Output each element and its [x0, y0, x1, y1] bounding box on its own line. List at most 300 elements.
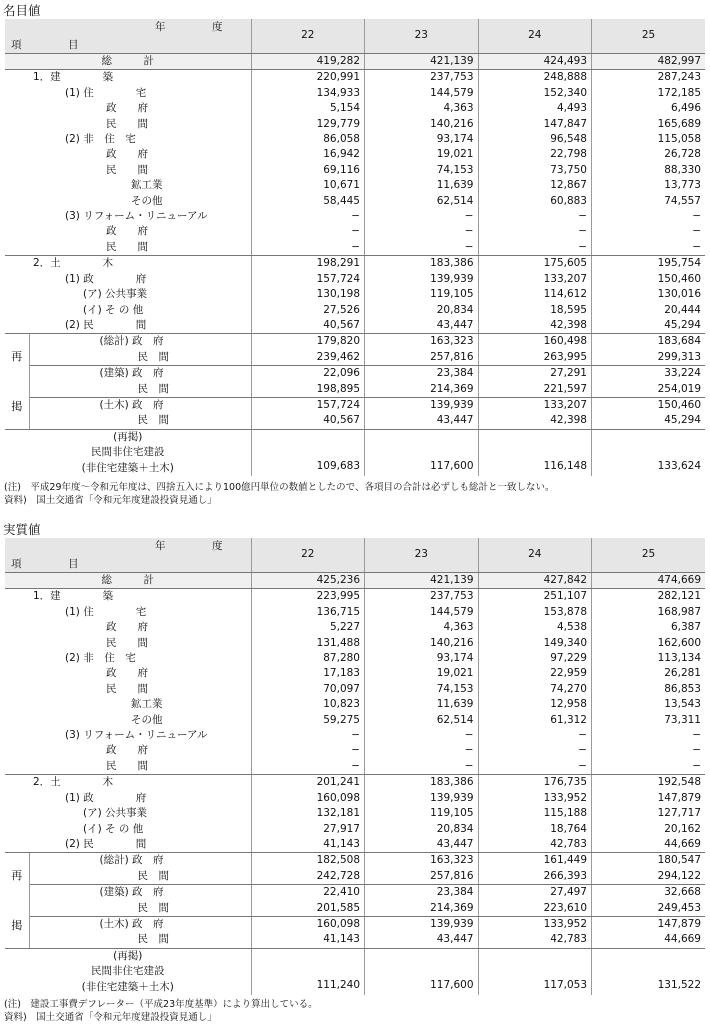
row-value: 6,496 — [592, 101, 706, 116]
table-row — [5, 697, 705, 712]
row-value: 5,227 — [251, 620, 365, 635]
row-value: 4,538 — [478, 620, 592, 635]
row-value: 144,579 — [365, 605, 479, 620]
saikei-label-cell — [29, 916, 251, 932]
row-value: 162,600 — [592, 636, 706, 651]
row-value: 96,548 — [478, 132, 592, 147]
row-label-cell — [5, 759, 251, 775]
row-value: − — [478, 224, 592, 239]
table-row — [5, 224, 705, 239]
row-label: 民 間 — [106, 759, 148, 772]
year-column-header: 22 — [251, 538, 365, 573]
nominal-source-note: 資料) 国土交通省「令和元年度建設投資見通し」 — [4, 495, 217, 506]
table-row — [5, 666, 705, 681]
saikei-value: 223,610 — [478, 901, 592, 917]
saikei-label-cell — [29, 901, 251, 917]
row-value: 18,595 — [478, 303, 592, 318]
saikei-row — [5, 869, 705, 885]
table-row — [5, 86, 705, 101]
row-value: 282,121 — [592, 589, 706, 605]
saikei-value: 214,369 — [365, 382, 479, 398]
table-row — [5, 775, 705, 791]
nonres-row — [5, 429, 705, 476]
saikei-value: 257,816 — [365, 869, 479, 885]
row-label: 1．建 築 — [33, 71, 114, 84]
row-value: 175,605 — [478, 256, 592, 272]
saikei-value: 183,684 — [592, 334, 706, 350]
nonres-value: 117,600 — [365, 429, 479, 476]
row-value: − — [251, 728, 365, 743]
row-value: 6,387 — [592, 620, 706, 635]
saikei-row-label: (土木) 政 府 — [99, 398, 164, 411]
row-value: − — [478, 728, 592, 743]
saikei-row-label: 民 間 — [137, 350, 169, 363]
row-value: 20,444 — [592, 303, 706, 318]
row-label: 政 府 — [106, 225, 148, 238]
real-note-1: (注) 建設工事費デフレーター（平成23年度基準）により算出している。 — [4, 999, 318, 1010]
row-label-cell — [5, 240, 251, 256]
row-value: 237,753 — [365, 589, 479, 605]
row-label: 鉱工業 — [131, 179, 163, 192]
row-value: 201,241 — [251, 775, 365, 791]
row-label: (1) 住 宅 — [65, 86, 147, 99]
row-label-cell — [5, 713, 251, 728]
row-value: 237,753 — [365, 70, 479, 86]
saikei-label-cell — [29, 869, 251, 885]
table-row — [5, 806, 705, 821]
saikei-value: 198,895 — [251, 382, 365, 398]
row-value: 40,567 — [251, 318, 365, 334]
saikei-row-label: (総計) 政 府 — [99, 335, 164, 348]
row-label: 政 府 — [106, 744, 148, 757]
saikei-value: 182,508 — [251, 853, 365, 869]
row-label-cell — [5, 682, 251, 697]
nonres-label-cell — [5, 429, 251, 476]
saikei-value: 23,384 — [365, 885, 479, 901]
row-value: 74,270 — [478, 682, 592, 697]
saikei-label-cell — [29, 350, 251, 366]
row-value: − — [365, 743, 479, 758]
row-value: 93,174 — [365, 132, 479, 147]
row-value: 130,198 — [251, 287, 365, 302]
row-value: − — [592, 224, 706, 239]
saikei-value: 163,323 — [365, 334, 479, 350]
row-value: 12,958 — [478, 697, 592, 712]
row-value: − — [478, 759, 592, 775]
nominal-note-1: (注) 平成29年度～令和元年度は、四捨五入により100億円単位の数値としたので、各項目の合計は必ずしも総計と一致しない。 — [4, 482, 555, 493]
row-value: 132,181 — [251, 806, 365, 821]
row-value: 73,750 — [478, 163, 592, 178]
row-label: 2．土 木 — [33, 257, 114, 270]
item-header-label: 項 目 — [11, 558, 97, 570]
nonres-label-line1: (再掲) — [113, 430, 143, 443]
table-row — [5, 713, 705, 728]
row-value: 160,098 — [251, 791, 365, 806]
row-value: 43,447 — [365, 837, 479, 853]
total-value: 421,139 — [365, 54, 479, 70]
saikei-row — [5, 901, 705, 917]
nominal-title: 名目値 — [3, 3, 41, 18]
table-row — [5, 605, 705, 620]
saikei-row — [5, 916, 705, 932]
row-label: 民 間 — [106, 636, 148, 649]
saikei-row-label: 民 間 — [137, 933, 169, 946]
saikei-label-cell — [29, 853, 251, 869]
row-value: 198,291 — [251, 256, 365, 272]
year-column-header: 22 — [251, 19, 365, 54]
row-label-cell — [5, 636, 251, 651]
table-row — [5, 178, 705, 193]
row-value: 149,340 — [478, 636, 592, 651]
saikei-value: 157,724 — [251, 397, 365, 413]
real-table — [5, 538, 705, 995]
row-label: 政 府 — [106, 621, 148, 634]
nonres-label-line2: 民間非住宅建設 — [91, 965, 165, 978]
row-label: 民 間 — [106, 117, 148, 130]
header-label-cell — [5, 19, 251, 54]
row-label-cell — [5, 728, 251, 743]
row-label-cell — [5, 303, 251, 318]
saikei-label-cell — [29, 932, 251, 948]
row-label-cell — [5, 589, 251, 605]
row-value: 4,363 — [365, 620, 479, 635]
saikei-value: 294,122 — [592, 869, 706, 885]
saikei-side-top: 再 — [11, 869, 23, 883]
saikei-value: 257,816 — [365, 350, 479, 366]
row-label-cell — [5, 117, 251, 132]
row-value: 140,216 — [365, 636, 479, 651]
saikei-row — [5, 350, 705, 366]
table-row — [5, 822, 705, 837]
nonres-label-line3: (非住宅建築＋土木) — [81, 461, 174, 474]
saikei-value: 42,783 — [478, 932, 592, 948]
row-value: 20,834 — [365, 822, 479, 837]
row-value: 11,639 — [365, 697, 479, 712]
saikei-row — [5, 413, 705, 429]
saikei-label-cell — [29, 382, 251, 398]
saikei-row — [5, 853, 705, 869]
row-label-cell — [5, 224, 251, 239]
row-value: 133,207 — [478, 272, 592, 287]
table-row — [5, 194, 705, 209]
row-label: (イ) そ の 他 — [83, 822, 144, 835]
row-value: − — [365, 209, 479, 224]
nonres-label-line1: (再掲) — [113, 949, 143, 962]
row-label: (2) 非 住 宅 — [65, 652, 136, 665]
row-value: 4,363 — [365, 101, 479, 116]
row-value: 4,493 — [478, 101, 592, 116]
row-value: 183,386 — [365, 256, 479, 272]
row-value: 13,543 — [592, 697, 706, 712]
row-label: (イ) そ の 他 — [83, 303, 144, 316]
total-value: 482,997 — [592, 54, 706, 70]
nonres-value: 133,624 — [592, 429, 706, 476]
row-value: 10,671 — [251, 178, 365, 193]
row-value: 27,526 — [251, 303, 365, 318]
saikei-value: 40,567 — [251, 413, 365, 429]
table-row — [5, 651, 705, 666]
nominal-table — [5, 19, 705, 476]
row-value: − — [478, 240, 592, 256]
row-label-cell — [5, 605, 251, 620]
row-value: 153,878 — [478, 605, 592, 620]
saikei-value: 180,547 — [592, 853, 706, 869]
row-value: 74,557 — [592, 194, 706, 209]
saikei-value: 201,585 — [251, 901, 365, 917]
row-value: 136,715 — [251, 605, 365, 620]
row-label: 1．建 築 — [33, 590, 114, 603]
row-value: 59,275 — [251, 713, 365, 728]
total-label: 総 計 — [5, 54, 251, 70]
row-value: 62,514 — [365, 713, 479, 728]
year-header-label: 年 度 — [155, 21, 241, 33]
saikei-value: 299,313 — [592, 350, 706, 366]
saikei-label-cell — [29, 397, 251, 413]
year-column-header: 24 — [478, 19, 592, 54]
row-value: 251,107 — [478, 589, 592, 605]
header-label-cell — [5, 538, 251, 573]
row-value: − — [592, 728, 706, 743]
row-label-cell — [5, 666, 251, 681]
saikei-value: 249,453 — [592, 901, 706, 917]
row-label: 政 府 — [106, 148, 148, 161]
row-value: 157,724 — [251, 272, 365, 287]
row-value: 119,105 — [365, 806, 479, 821]
row-label: 2．土 木 — [33, 776, 114, 789]
row-value: 61,312 — [478, 713, 592, 728]
row-value: 140,216 — [365, 117, 479, 132]
row-value: 13,773 — [592, 178, 706, 193]
saikei-row-label: (土木) 政 府 — [99, 917, 164, 930]
saikei-value: 33,224 — [592, 366, 706, 382]
row-label: (2) 非 住 宅 — [65, 133, 136, 146]
row-value: − — [592, 209, 706, 224]
row-value: 86,058 — [251, 132, 365, 147]
row-value: 152,340 — [478, 86, 592, 101]
row-value: 17,183 — [251, 666, 365, 681]
total-row — [5, 54, 705, 70]
row-label-cell — [5, 775, 251, 791]
row-label: その他 — [131, 713, 163, 726]
year-column-header: 23 — [365, 19, 479, 54]
saikei-row — [5, 932, 705, 948]
row-label: (3) リフォーム・リニューアル — [65, 210, 208, 223]
saikei-value: 160,098 — [251, 916, 365, 932]
table-row — [5, 70, 705, 86]
row-value: 22,959 — [478, 666, 592, 681]
row-label-cell — [5, 837, 251, 853]
saikei-side-bottom: 掲 — [11, 399, 23, 413]
row-label-cell — [5, 697, 251, 712]
row-value: 93,174 — [365, 651, 479, 666]
row-value: 26,728 — [592, 147, 706, 162]
year-column-header: 25 — [592, 538, 706, 573]
row-value: 130,016 — [592, 287, 706, 302]
row-label-cell — [5, 791, 251, 806]
saikei-row — [5, 366, 705, 382]
saikei-value: 32,668 — [592, 885, 706, 901]
row-value: 223,995 — [251, 589, 365, 605]
row-value: − — [251, 209, 365, 224]
row-value: 20,162 — [592, 822, 706, 837]
total-value: 424,493 — [478, 54, 592, 70]
table-row — [5, 728, 705, 743]
table-row — [5, 117, 705, 132]
row-label-cell — [5, 147, 251, 162]
row-label-cell — [5, 256, 251, 272]
row-value: 147,847 — [478, 117, 592, 132]
row-label: その他 — [131, 194, 163, 207]
saikei-side-label — [5, 853, 29, 948]
total-value: 425,236 — [251, 573, 365, 589]
row-value: 287,243 — [592, 70, 706, 86]
row-value: 183,386 — [365, 775, 479, 791]
row-label: 民 間 — [106, 163, 148, 176]
row-value: 113,134 — [592, 651, 706, 666]
table-row — [5, 837, 705, 853]
row-value: 20,834 — [365, 303, 479, 318]
year-column-header: 25 — [592, 19, 706, 54]
total-value: 421,139 — [365, 573, 479, 589]
row-label-cell — [5, 743, 251, 758]
saikei-value: 22,410 — [251, 885, 365, 901]
saikei-value: 242,728 — [251, 869, 365, 885]
nonres-row — [5, 948, 705, 995]
row-value: 86,853 — [592, 682, 706, 697]
row-value: 10,823 — [251, 697, 365, 712]
saikei-value: 163,323 — [365, 853, 479, 869]
row-value: 27,917 — [251, 822, 365, 837]
row-value: 172,185 — [592, 86, 706, 101]
item-header-label: 項 目 — [11, 39, 97, 51]
saikei-row — [5, 885, 705, 901]
row-label: 鉱工業 — [131, 698, 163, 711]
row-label-cell — [5, 209, 251, 224]
row-label: (1) 住 宅 — [65, 605, 147, 618]
row-value: 115,058 — [592, 132, 706, 147]
row-value: 165,689 — [592, 117, 706, 132]
saikei-value: 161,449 — [478, 853, 592, 869]
row-label: (ア) 公共事業 — [83, 807, 148, 820]
saikei-value: 266,393 — [478, 869, 592, 885]
row-value: 176,735 — [478, 775, 592, 791]
saikei-row-label: (建築) 政 府 — [99, 367, 164, 380]
row-value: − — [592, 759, 706, 775]
row-label-cell — [5, 70, 251, 86]
row-label-cell — [5, 178, 251, 193]
table-row — [5, 620, 705, 635]
row-value: − — [478, 209, 592, 224]
saikei-value: 179,820 — [251, 334, 365, 350]
table-row — [5, 287, 705, 302]
saikei-label-cell — [29, 885, 251, 901]
row-value: 12,867 — [478, 178, 592, 193]
row-value: − — [592, 743, 706, 758]
row-value: 195,754 — [592, 256, 706, 272]
row-value: 74,153 — [365, 682, 479, 697]
saikei-value: 150,460 — [592, 397, 706, 413]
saikei-value: 27,291 — [478, 366, 592, 382]
row-value: 42,783 — [478, 837, 592, 853]
saikei-value: 147,879 — [592, 916, 706, 932]
real-title: 実質値 — [3, 522, 41, 537]
row-value: 220,991 — [251, 70, 365, 86]
row-value: 42,398 — [478, 318, 592, 334]
saikei-value: 139,939 — [365, 916, 479, 932]
total-value: 419,282 — [251, 54, 365, 70]
saikei-row-label: 民 間 — [137, 869, 169, 882]
saikei-value: 23,384 — [365, 366, 479, 382]
saikei-value: 221,597 — [478, 382, 592, 398]
table-row — [5, 272, 705, 287]
table-row — [5, 163, 705, 178]
table-row — [5, 132, 705, 147]
saikei-side-top: 再 — [11, 350, 23, 364]
saikei-value: 41,143 — [251, 932, 365, 948]
saikei-row — [5, 382, 705, 398]
saikei-value: 133,207 — [478, 397, 592, 413]
row-value: 144,579 — [365, 86, 479, 101]
saikei-value: 44,669 — [592, 932, 706, 948]
row-value: 73,311 — [592, 713, 706, 728]
row-value: − — [251, 240, 365, 256]
saikei-value: 214,369 — [365, 901, 479, 917]
table-row — [5, 303, 705, 318]
row-label: 民 間 — [106, 240, 148, 253]
row-value: 62,514 — [365, 194, 479, 209]
row-value: 129,779 — [251, 117, 365, 132]
header-row — [5, 19, 705, 54]
row-value: − — [251, 743, 365, 758]
row-value: 88,330 — [592, 163, 706, 178]
row-label-cell — [5, 194, 251, 209]
row-label: (ア) 公共事業 — [83, 288, 148, 301]
nominal-notes — [4, 481, 554, 507]
row-label: (1) 政 府 — [65, 272, 147, 285]
row-value: 19,021 — [365, 666, 479, 681]
total-value: 474,669 — [592, 573, 706, 589]
saikei-value: 254,019 — [592, 382, 706, 398]
row-value: 97,229 — [478, 651, 592, 666]
row-label: 民 間 — [106, 682, 148, 695]
saikei-row-label: 民 間 — [137, 901, 169, 914]
nonres-label-line2: 民間非住宅建設 — [91, 446, 165, 459]
row-value: 192,548 — [592, 775, 706, 791]
row-label: (2) 民 間 — [65, 837, 147, 850]
table-row — [5, 743, 705, 758]
row-value: 22,798 — [478, 147, 592, 162]
saikei-row-label: (建築) 政 府 — [99, 886, 164, 899]
row-value: 43,447 — [365, 318, 479, 334]
saikei-value: 22,096 — [251, 366, 365, 382]
saikei-row-label: (総計) 政 府 — [99, 854, 164, 867]
row-value: 26,281 — [592, 666, 706, 681]
nonres-value: 131,522 — [592, 948, 706, 995]
row-label-cell — [5, 822, 251, 837]
table-row — [5, 318, 705, 334]
saikei-value: 239,462 — [251, 350, 365, 366]
total-value: 427,842 — [478, 573, 592, 589]
saikei-value: 45,294 — [592, 413, 706, 429]
nonres-label-cell — [5, 948, 251, 995]
saikei-value: 43,447 — [365, 932, 479, 948]
table-row — [5, 682, 705, 697]
table-row — [5, 256, 705, 272]
real-notes — [4, 998, 318, 1024]
nonres-value: 109,683 — [251, 429, 365, 476]
row-label: (3) リフォーム・リニューアル — [65, 729, 208, 742]
saikei-label-cell — [29, 366, 251, 382]
